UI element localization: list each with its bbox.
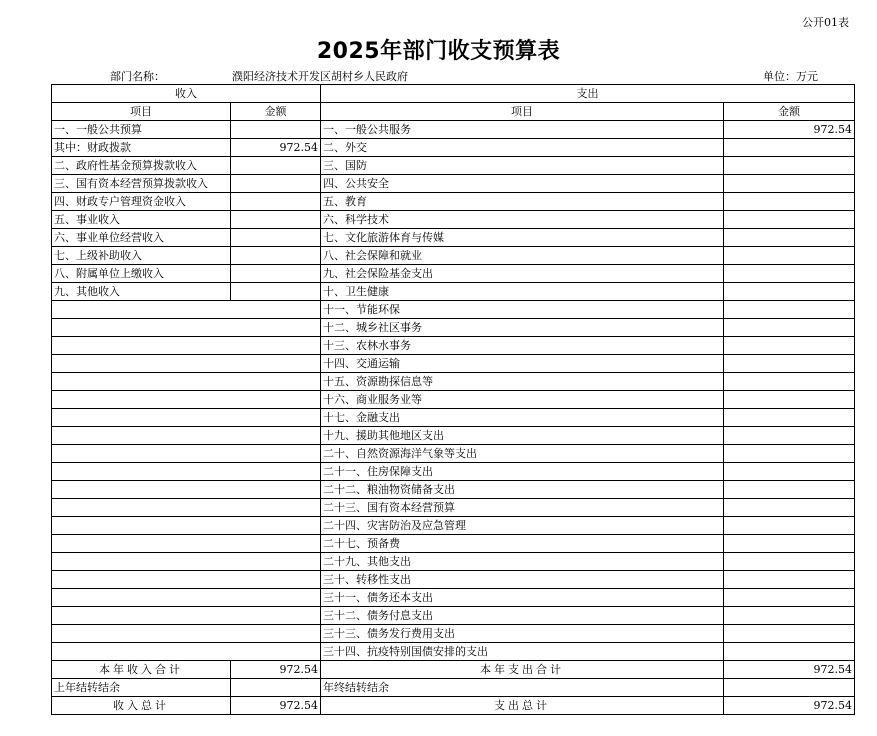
expense-item-amount [724,481,855,499]
income-item-amount [231,247,321,265]
table-row [52,139,855,157]
expense-grand-label: 支出总计 [321,697,724,715]
income-item-label: 其中：财政拨款 [52,139,231,157]
income-item-amount [231,229,321,247]
expense-item-label: 十四、交通运输 [321,355,724,373]
expense-item-amount [724,175,855,193]
income-empty-cell [52,373,321,391]
expense-item-amount [724,625,855,643]
department-label: 部门名称： [110,70,165,83]
annual-total-row [52,661,855,679]
expense-item-label: 十、卫生健康 [321,283,724,301]
expense-item-amount [724,607,855,625]
income-empty-cell [52,319,321,337]
expense-item-amount [724,211,855,229]
income-item-label: 六、事业单位经营收入 [52,229,231,247]
expense-item-amount [724,643,855,661]
expense-item-label: 三十一、债务还本支出 [321,589,724,607]
expense-item-amount [724,283,855,301]
section-header-row [52,85,855,103]
expense-total-label: 本年支出合计 [321,661,724,679]
income-item-amount [231,211,321,229]
expense-item-label: 十一、节能环保 [321,301,724,319]
table-row [52,373,855,391]
expense-item-amount [724,319,855,337]
income-item-amount [231,265,321,283]
income-item-label: 九、其他收入 [52,283,231,301]
expense-item-amount [724,463,855,481]
carryover-in-label: 上年结转结余 [52,679,231,697]
table-row [52,607,855,625]
income-item-amount: 972.54 [231,139,321,157]
income-item-label: 三、国有资本经营预算拨款收入 [52,175,231,193]
income-section-header: 收入 [52,85,321,103]
income-empty-cell [52,589,321,607]
carryover-out-amount [724,679,855,697]
table-row [52,229,855,247]
expense-item-amount [724,355,855,373]
income-empty-cell [52,499,321,517]
table-row [52,355,855,373]
expense-item-label: 七、文化旅游体育与传媒 [321,229,724,247]
expense-item-label: 三十二、债务付息支出 [321,607,724,625]
income-empty-cell [52,553,321,571]
department-name: 濮阳经济技术开发区胡村乡人民政府 [232,70,408,83]
table-row [52,319,855,337]
carryover-out-label: 年终结转结余 [321,679,724,697]
income-empty-cell [52,517,321,535]
expense-item-amount [724,337,855,355]
table-row [52,535,855,553]
income-amount-header: 金额 [231,103,321,121]
expense-total-amount: 972.54 [724,661,855,679]
income-empty-cell [52,409,321,427]
income-item-label: 二、政府性基金预算拨款收入 [52,157,231,175]
expense-item-label: 三、国防 [321,157,724,175]
table-row [52,625,855,643]
column-header-row [52,103,855,121]
table-row [52,427,855,445]
expense-item-label: 八、社会保障和就业 [321,247,724,265]
income-empty-cell [52,427,321,445]
table-row [52,463,855,481]
expense-item-amount [724,229,855,247]
income-grand-label: 收入总计 [52,697,231,715]
income-item-amount [231,157,321,175]
table-row [52,481,855,499]
income-empty-cell [52,625,321,643]
table-row [52,391,855,409]
income-empty-cell [52,445,321,463]
expense-item-label: 五、教育 [321,193,724,211]
expense-section-header: 支出 [321,85,855,103]
table-row [52,121,855,139]
expense-grand-amount: 972.54 [724,697,855,715]
table-row [52,157,855,175]
income-empty-cell [52,607,321,625]
expense-item-label: 三十三、债务发行费用支出 [321,625,724,643]
table-row [52,409,855,427]
expense-item-label: 二十七、预备费 [321,535,724,553]
income-empty-cell [52,301,321,319]
carryover-in-amount [231,679,321,697]
expense-item-amount [724,139,855,157]
budget-table [51,84,855,715]
table-row [52,283,855,301]
grand-total-row [52,697,855,715]
expense-amount-header: 金额 [724,103,855,121]
expense-item-amount [724,571,855,589]
income-item-amount [231,175,321,193]
expense-item-label: 十七、金融支出 [321,409,724,427]
income-item-label: 八、附属单位上缴收入 [52,265,231,283]
table-row [52,643,855,661]
budget-table-body [52,85,855,661]
income-item-amount [231,121,321,139]
expense-item-label: 二十一、住房保障支出 [321,463,724,481]
income-empty-cell [52,463,321,481]
expense-item-amount [724,193,855,211]
income-empty-cell [52,391,321,409]
table-row [52,337,855,355]
income-empty-cell [52,535,321,553]
table-row [52,265,855,283]
form-code: 公开01表 [802,16,849,29]
expense-item-label: 六、科学技术 [321,211,724,229]
expense-item-label: 二十九、其他支出 [321,553,724,571]
expense-item-amount [724,553,855,571]
expense-item-amount [724,427,855,445]
table-row [52,247,855,265]
expense-item-amount [724,157,855,175]
expense-item-amount [724,535,855,553]
expense-item-header: 项目 [321,103,724,121]
table-row [52,553,855,571]
expense-item-amount [724,499,855,517]
table-row [52,301,855,319]
table-row [52,517,855,535]
expense-item-label: 十三、农林水事务 [321,337,724,355]
expense-item-label: 三十四、抗疫特别国债安排的支出 [321,643,724,661]
expense-item-amount [724,265,855,283]
expense-item-label: 二、外交 [321,139,724,157]
income-empty-cell [52,337,321,355]
expense-item-amount [724,445,855,463]
income-total-label: 本年收入合计 [52,661,231,679]
income-empty-cell [52,571,321,589]
expense-item-label: 二十、自然资源海洋气象等支出 [321,445,724,463]
expense-item-label: 二十三、国有资本经营预算 [321,499,724,517]
expense-item-label: 三十、转移性支出 [321,571,724,589]
income-item-label: 七、上级补助收入 [52,247,231,265]
expense-item-amount [724,517,855,535]
expense-item-amount [724,247,855,265]
income-total-amount: 972.54 [231,661,321,679]
budget-summary [52,661,855,715]
expense-item-label: 十二、城乡社区事务 [321,319,724,337]
table-row [52,499,855,517]
table-row [52,571,855,589]
expense-item-amount [724,301,855,319]
table-row [52,589,855,607]
income-item-header: 项目 [52,103,231,121]
income-empty-cell [52,643,321,661]
unit-label: 单位：万元 [763,70,818,83]
expense-item-label: 二十二、粮油物资储备支出 [321,481,724,499]
expense-item-label: 九、社会保险基金支出 [321,265,724,283]
carryover-row [52,679,855,697]
table-row [52,193,855,211]
income-item-label: 一、一般公共预算 [52,121,231,139]
expense-item-label: 十六、商业服务业等 [321,391,724,409]
table-row [52,175,855,193]
income-empty-cell [52,355,321,373]
table-row [52,445,855,463]
expense-item-amount [724,373,855,391]
expense-item-label: 四、公共安全 [321,175,724,193]
income-empty-cell [52,481,321,499]
income-item-amount [231,283,321,301]
expense-item-label: 十九、援助其他地区支出 [321,427,724,445]
expense-item-amount: 972.54 [724,121,855,139]
table-row [52,211,855,229]
income-grand-amount: 972.54 [231,697,321,715]
expense-item-amount [724,391,855,409]
expense-item-label: 一、一般公共服务 [321,121,724,139]
income-item-label: 五、事业收入 [52,211,231,229]
income-item-amount [231,193,321,211]
expense-item-amount [724,409,855,427]
page-title: 2025年部门收支预算表 [316,39,561,64]
expense-item-amount [724,589,855,607]
income-item-label: 四、财政专户管理资金收入 [52,193,231,211]
expense-item-label: 十五、资源勘探信息等 [321,373,724,391]
expense-item-label: 二十四、灾害防治及应急管理 [321,517,724,535]
